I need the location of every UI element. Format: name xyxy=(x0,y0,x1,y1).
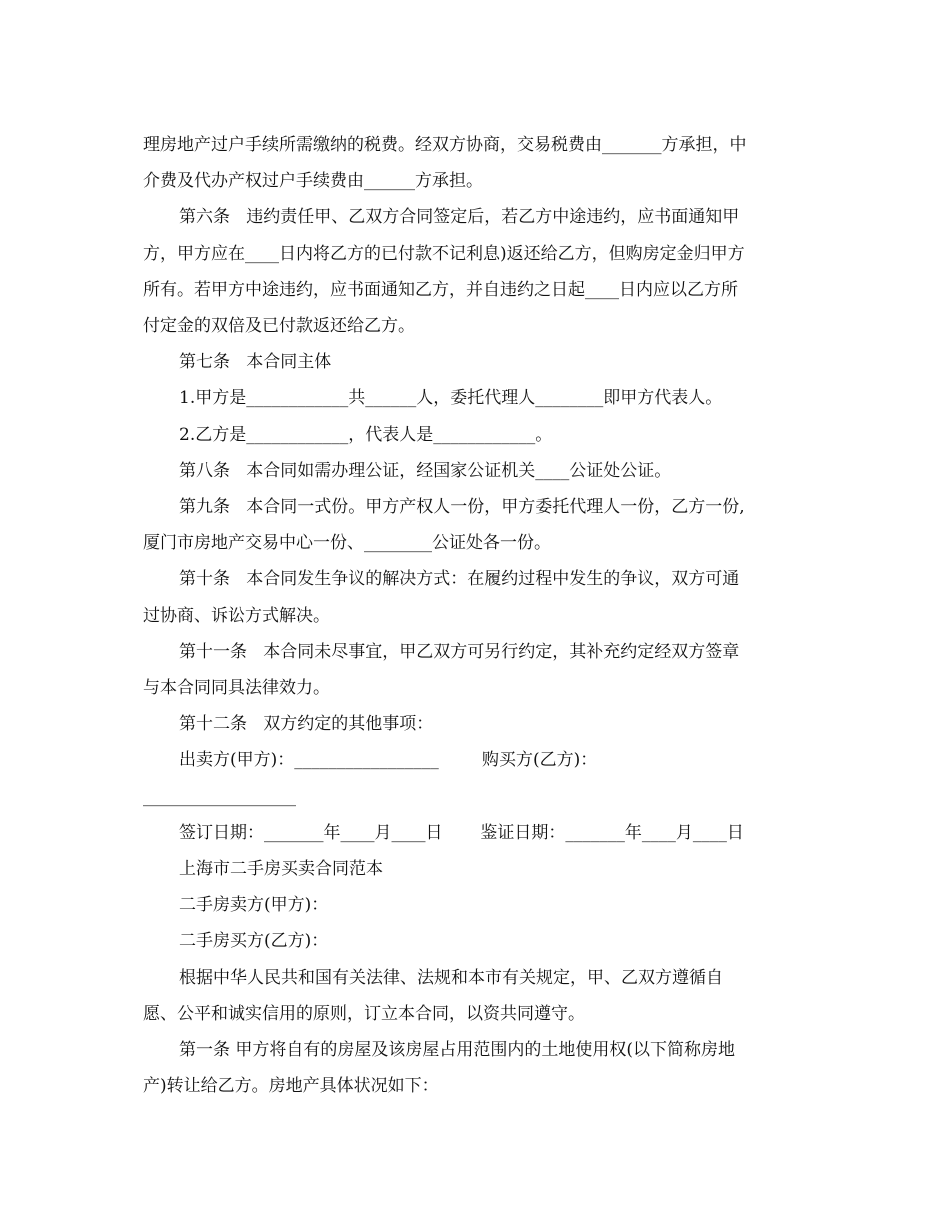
signature-parties-line: 出卖方(甲方)：_________________ 购买方(乙方)： xyxy=(179,750,598,771)
text-line: 方，甲方应在____日内将乙方的已付款不记利息)返还给乙方，但购房定金归甲方 xyxy=(143,243,745,264)
article-12-line: 第十二条 双方约定的其他事项： xyxy=(179,714,434,735)
text-line: 与本合同同具法律效力。 xyxy=(143,678,330,699)
party-a-line: 1.甲方是____________共______人，委托代理人________即甲方代表人。 xyxy=(179,388,723,409)
text-line: 理房地产过户手续所需缴纳的税费。经双方协商，交易税费由_______方承担，中 xyxy=(143,135,747,155)
preamble-line: 根据中华人民共和国有关法律、法规和本市有关规定，甲、乙双方遵循自 xyxy=(179,967,723,988)
date-line: 签订日期：_______年____月____日 鉴证日期：_______年____月____日 xyxy=(179,822,744,843)
seller-line: 二手房卖方(甲方)： xyxy=(179,895,329,916)
article-6-heading-line: 第六条 违约责任甲、乙双方合同签定后，若乙方中途违约，应书面通知甲 xyxy=(179,207,740,228)
text-line: 产)转让给乙方。房地产具体状况如下： xyxy=(143,1076,439,1097)
article-11-line: 第十一条 本合同未尽事宜，甲乙双方可另行约定，其补充约定经双方签章 xyxy=(179,641,740,662)
document-page xyxy=(143,127,807,1104)
text-line: 介费及代办产权过户手续费由______方承担。 xyxy=(143,171,483,192)
signature-blank-line: __________________ xyxy=(143,786,296,807)
text-line: 过协商、诉讼方式解决。 xyxy=(143,605,330,626)
text-line: 厦门市房地产交易中心一份、________公证处各一份。 xyxy=(143,533,551,554)
article-7-heading: 第七条 本合同主体 xyxy=(179,352,332,373)
text-line: 愿、公平和诚实信用的原则，订立本合同，以资共同遵守。 xyxy=(143,1003,585,1024)
section-title: 上海市二手房买卖合同范本 xyxy=(179,859,383,880)
article-1-line: 第一条 甲方将自有的房屋及该房屋占用范围内的土地使用权(以下简称房地 xyxy=(179,1040,736,1061)
text-line: 付定金的双倍及已付款返还给乙方。 xyxy=(143,316,415,337)
buyer-line: 二手房买方(乙方)： xyxy=(179,931,329,952)
text-line: 所有。若甲方中途违约，应书面通知乙方，并自违约之日起____日内应以乙方所 xyxy=(143,279,738,300)
article-9-line: 第九条 本合同一式份。甲方产权人一份，甲方委托代理人一份，乙方一份, xyxy=(179,497,745,518)
party-b-line: 2.乙方是____________，代表人是____________。 xyxy=(179,424,553,445)
article-10-line: 第十条 本合同发生争议的解决方式：在履约过程中发生的争议，双方可通 xyxy=(179,569,740,590)
article-8-line: 第八条 本合同如需办理公证，经国家公证机关____公证处公证。 xyxy=(179,460,672,481)
